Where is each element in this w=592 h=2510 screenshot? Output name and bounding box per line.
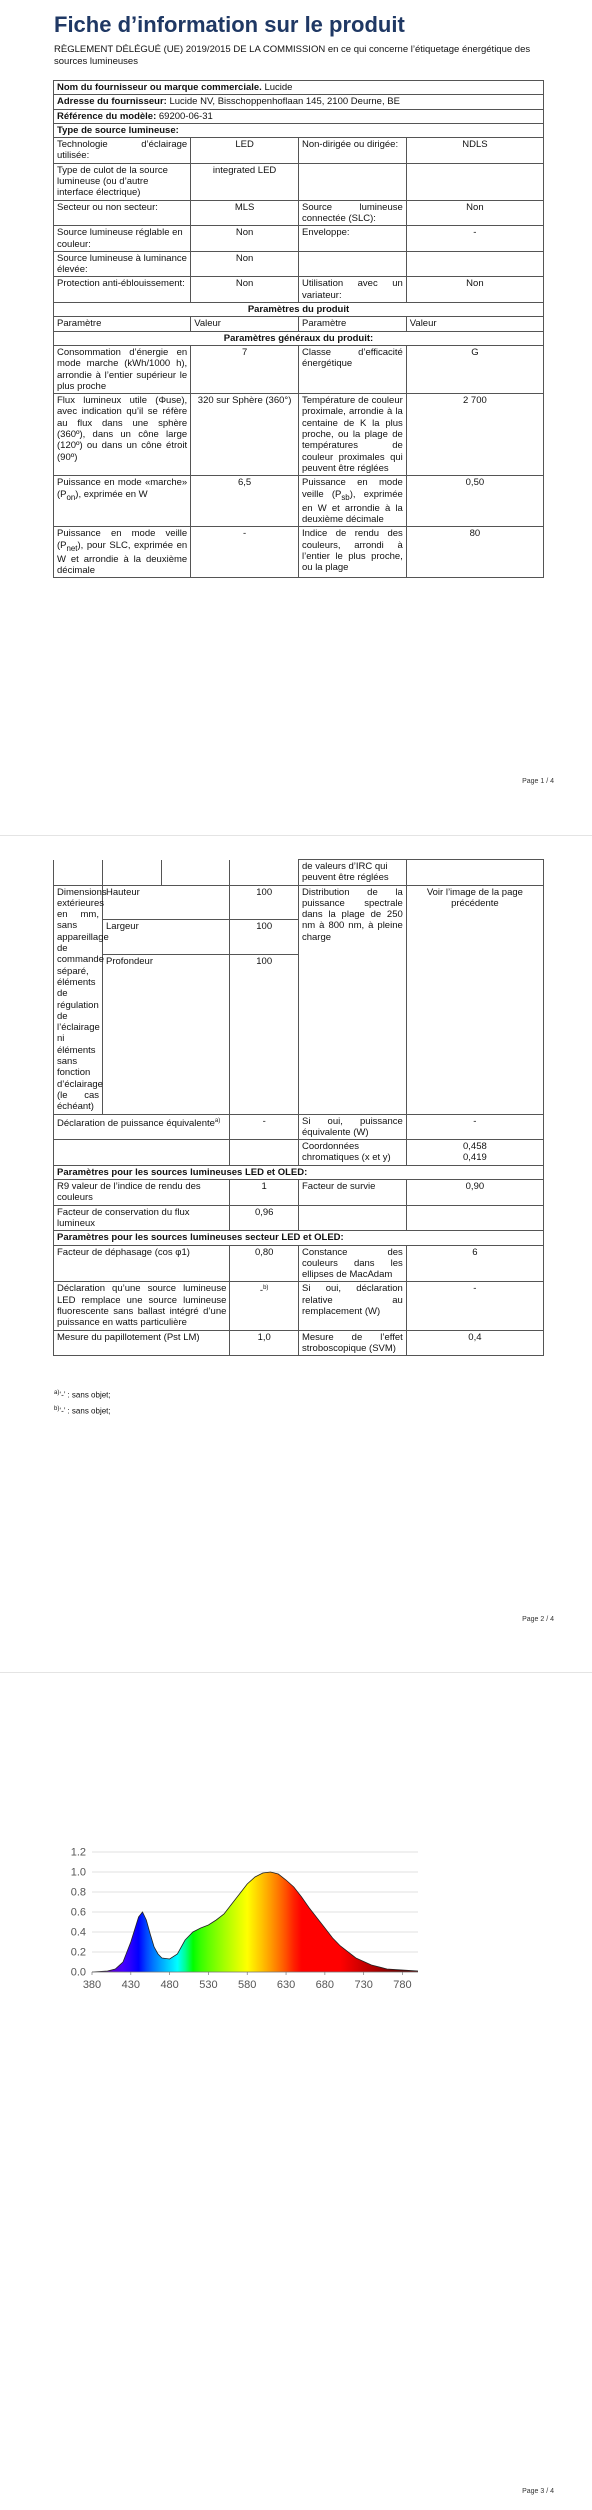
- y-tick-label: 0.6: [70, 1906, 86, 1919]
- replace-power-value: -: [406, 1282, 543, 1330]
- param-label: [298, 251, 406, 277]
- y-tick-label: 1.2: [70, 1846, 86, 1859]
- x-tick-label: 730: [354, 1979, 373, 1991]
- table-row: [54, 123, 544, 137]
- param-value: Non: [191, 277, 299, 303]
- x-tick-label: 430: [121, 1979, 140, 1991]
- page-number: Page 1 / 4: [522, 778, 554, 785]
- table-row: [54, 885, 544, 919]
- supplier-address-label: Adresse du fournisseur:: [57, 96, 167, 108]
- equiv-power-label: Si oui, puissance équivalente (W): [298, 1114, 406, 1140]
- param-label: Source lumineuse réglable en couleur:: [54, 226, 191, 252]
- macadam-value: 6: [406, 1245, 543, 1282]
- y-tick-label: 0.0: [70, 1966, 86, 1979]
- table-row: [54, 527, 544, 578]
- y-tick-label: 0.8: [70, 1886, 86, 1899]
- param-label: Source lumineuse connectée (SLC):: [298, 200, 406, 226]
- flicker-value: 1,0: [230, 1330, 299, 1356]
- supplier-address-cell: [54, 95, 544, 109]
- dim-name: Largeur: [103, 920, 230, 954]
- svm-label: Mesure de l’effet stroboscopique (SVM): [298, 1330, 406, 1356]
- table-row: [54, 1330, 544, 1356]
- table-row: [54, 1231, 544, 1245]
- table-row: [54, 226, 544, 252]
- column-header-value: Valeur: [191, 317, 299, 331]
- macadam-label: Constance des couleurs dans les ellipses de MacAdam: [298, 1245, 406, 1282]
- table-row: [54, 1282, 544, 1330]
- equiv-value: -: [230, 1114, 299, 1140]
- table-row: [54, 1114, 544, 1140]
- table-row: [54, 163, 544, 200]
- y-tick-label: 0.4: [70, 1926, 86, 1939]
- model-label: Référence du modèle:: [57, 110, 157, 122]
- table-row: [54, 331, 544, 345]
- x-tick-label: 480: [160, 1979, 179, 1991]
- page-1: [0, 0, 592, 835]
- param-value: [406, 163, 543, 200]
- product-params-header: Paramètres du produit: [54, 303, 544, 317]
- general-params-header: Paramètres généraux du produit:: [54, 331, 544, 345]
- equiv-power-value: -: [406, 1114, 543, 1140]
- column-header-value: Valeur: [406, 317, 543, 331]
- dim-value: 100: [230, 885, 299, 919]
- param-label: [298, 163, 406, 200]
- y-tick-label: 0.2: [70, 1946, 86, 1959]
- param-label: Puissance en mode «marche» $(P_{on})$, exprimée en W: [54, 476, 191, 527]
- supplier-name-label: Nom du fournisseur ou marque commerciale.: [57, 82, 262, 93]
- param-value: NDLS: [406, 138, 543, 164]
- chroma-value: 0,458 0,419: [406, 1140, 543, 1166]
- param-label: Protection anti-éblouissement:: [54, 277, 191, 303]
- irc-continued: de valeurs d’IRC qui peuvent être réglées: [298, 860, 406, 886]
- x-tick-label: 580: [238, 1979, 257, 1991]
- table-row: [54, 345, 544, 393]
- svm-value: 0,4: [406, 1330, 543, 1356]
- param-value: LED: [191, 138, 299, 164]
- param-label: Non-dirigée ou dirigée:: [298, 138, 406, 164]
- page-2: [0, 836, 592, 1671]
- table-row: [54, 1140, 544, 1166]
- page-number: Page 2 / 4: [522, 1616, 554, 1623]
- param-value: -: [406, 226, 543, 252]
- r9-value: 1: [230, 1180, 299, 1206]
- table-row: [54, 860, 544, 886]
- column-header-param: Paramètre: [54, 317, 191, 331]
- table-row: [54, 95, 544, 109]
- param-label: Puissance en mode veille $(P_{sb})$, exprimée en W et arrondie à la deuxième décimale: [298, 476, 406, 527]
- equiv-label: Déclaration de puissance équivalente$^{a)}$: [54, 1114, 230, 1140]
- supplier-name-cell: [54, 81, 544, 95]
- table-row: [54, 1205, 544, 1231]
- table-row: [54, 200, 544, 226]
- table-row: [54, 109, 544, 123]
- spectral-value: Voir l’image de la page précédente: [406, 885, 543, 1114]
- light-type-header: Type de source lumineuse:: [54, 123, 544, 137]
- phase-value: 0,80: [230, 1245, 299, 1282]
- flux-conservation-value: 0,96: [230, 1205, 299, 1231]
- y-tick-label: 1.0: [70, 1866, 86, 1879]
- footnote-b: $^{b)}$‘-’ : sans objet;: [54, 1406, 111, 1416]
- y-axis-ticks: [71, 1847, 86, 1979]
- survival-value: 0,90: [406, 1180, 543, 1206]
- param-value: 320 sur Sphère (360°): [191, 394, 299, 476]
- x-axis-ticks: [83, 1972, 412, 1991]
- param-value: 2 700: [406, 394, 543, 476]
- table-row: [54, 1245, 544, 1282]
- param-label: Source lumineuse à luminance élevée:: [54, 251, 191, 277]
- x-tick-label: 680: [315, 1979, 335, 1991]
- table-row: [54, 81, 544, 95]
- product-info-table: [53, 80, 544, 578]
- document-title: Fiche d’information sur le produit: [54, 12, 405, 37]
- param-label: Température de couleur proximale, arrondie à la centaine de K la plus proche, ou la plage de températures de couleur proximales qui peuvent être réglées: [298, 394, 406, 476]
- param-label: Indice de rendu des couleurs, arrondi à l’entier le plus proche, ou la plage: [298, 527, 406, 578]
- table-row: [54, 138, 544, 164]
- table-row: [54, 277, 544, 303]
- supplier-address-value: Lucide NV, Bisschoppenhoflaan 145, 2100 Deurne, BE: [169, 96, 400, 108]
- x-tick-label: 630: [276, 1979, 296, 1991]
- dim-name: Hauteur: [103, 885, 230, 919]
- table-row: [54, 303, 544, 317]
- led-params-header: Paramètres pour les sources lumineuses LED et OLED:: [54, 1165, 544, 1179]
- product-params-table-continued: [53, 859, 544, 1356]
- x-tick-label: 780: [393, 1979, 412, 1991]
- dims-label: Dimensions extérieures en mm, sans appareillage de commande séparé, éléments de régulation de l’éclairage ni éléments sans fonction d’éclairage (le cas échéant): [54, 885, 103, 1114]
- table-row: [54, 1165, 544, 1179]
- supplier-name-value: Lucide: [264, 82, 293, 93]
- table-row: [54, 251, 544, 277]
- dim-value: 100: [230, 954, 299, 1114]
- chroma-label: Coordonnées chromatiques (x et y): [298, 1140, 406, 1166]
- param-label: Enveloppe:: [298, 226, 406, 252]
- model-value: 69200-06-31: [158, 110, 213, 122]
- dim-value: 100: [230, 920, 299, 954]
- table-row: [54, 1180, 544, 1206]
- param-value: 7: [191, 345, 299, 393]
- param-value: integrated LED: [191, 163, 299, 200]
- param-label: Technologie d’éclairage utilisée:: [54, 138, 191, 164]
- replace-power-label: Si oui, déclaration relative au remplacement (W): [298, 1282, 406, 1330]
- param-label: Classe d’efficacité énergétique: [298, 345, 406, 393]
- regulation-text: RÈGLEMENT DÉLÉGUÉ (UE) 2019/2015 DE LA COMMISSION en ce qui concerne l’étiquetage énergétique des sources lumineuses: [54, 44, 531, 67]
- param-value: Non: [406, 277, 543, 303]
- param-value: G: [406, 345, 543, 393]
- replace-value: -$^{b)}$: [230, 1282, 299, 1330]
- param-label: Flux lumineux utile (Φuse), avec indication qu’il se réfère au flux dans une sphère (360º), dans un cône large (120º) ou dans un cône étroit (90º): [54, 394, 191, 476]
- param-label: Puissance en mode veille $(P_{net})$, pour SLC, exprimée en W et arrondie à la deuxième décimale: [54, 527, 191, 578]
- param-value: 80: [406, 527, 543, 578]
- r9-label: R9 valeur de l’indice de rendu des couleurs: [54, 1180, 230, 1206]
- x-tick-label: 530: [199, 1979, 218, 1991]
- spectrum-area: [92, 1872, 418, 1972]
- param-value: Non: [406, 200, 543, 226]
- param-value: 6,5: [191, 476, 299, 527]
- flux-conservation-label: Facteur de conservation du flux lumineux: [54, 1205, 230, 1231]
- param-label: Secteur ou non secteur:: [54, 200, 191, 226]
- spectrum-fill: [92, 1872, 418, 1972]
- flicker-label: Mesure du papillotement (Pst LM): [54, 1330, 230, 1356]
- page-3: [0, 1673, 592, 2510]
- param-value: 0,50: [406, 476, 543, 527]
- footnote-a: $^{a)}$‘-’ : sans objet;: [54, 1390, 111, 1400]
- param-value: [406, 251, 543, 277]
- survival-label: Facteur de survie: [298, 1180, 406, 1206]
- page-number: Page 3 / 4: [522, 2488, 554, 2495]
- param-value: -: [191, 527, 299, 578]
- spectral-distribution-chart: [50, 1840, 430, 1995]
- model-cell: [54, 109, 544, 123]
- param-label: Type de culot de la source lumineuse (ou d’autre interface électrique): [54, 163, 191, 200]
- phase-label: Facteur de déphasage (cos φ1): [54, 1245, 230, 1282]
- dim-name: Profondeur: [103, 954, 230, 1114]
- x-tick-label: 380: [82, 1979, 102, 1991]
- replace-label: Déclaration qu’une source lumineuse LED remplace une source lumineuse fluorescente sans ballast intégré d’une puissance en watts particulière: [54, 1282, 230, 1330]
- table-row: [54, 476, 544, 527]
- table-row: [54, 394, 544, 476]
- param-value: MLS: [191, 200, 299, 226]
- param-label: Consommation d’énergie en mode marche (kWh/1000 h), arrondie à l’entier supérieur le plus proche: [54, 345, 191, 393]
- param-label: Utilisation avec un variateur:: [298, 277, 406, 303]
- column-header-param: Paramètre: [298, 317, 406, 331]
- spectral-label: Distribution de la puissance spectrale dans la plage de 250 nm à 800 nm, à pleine charge: [298, 885, 406, 1114]
- param-value: Non: [191, 226, 299, 252]
- mains-params-header: Paramètres pour les sources lumineuses secteur LED et OLED:: [54, 1231, 544, 1245]
- param-value: Non: [191, 251, 299, 277]
- table-row: [54, 317, 544, 331]
